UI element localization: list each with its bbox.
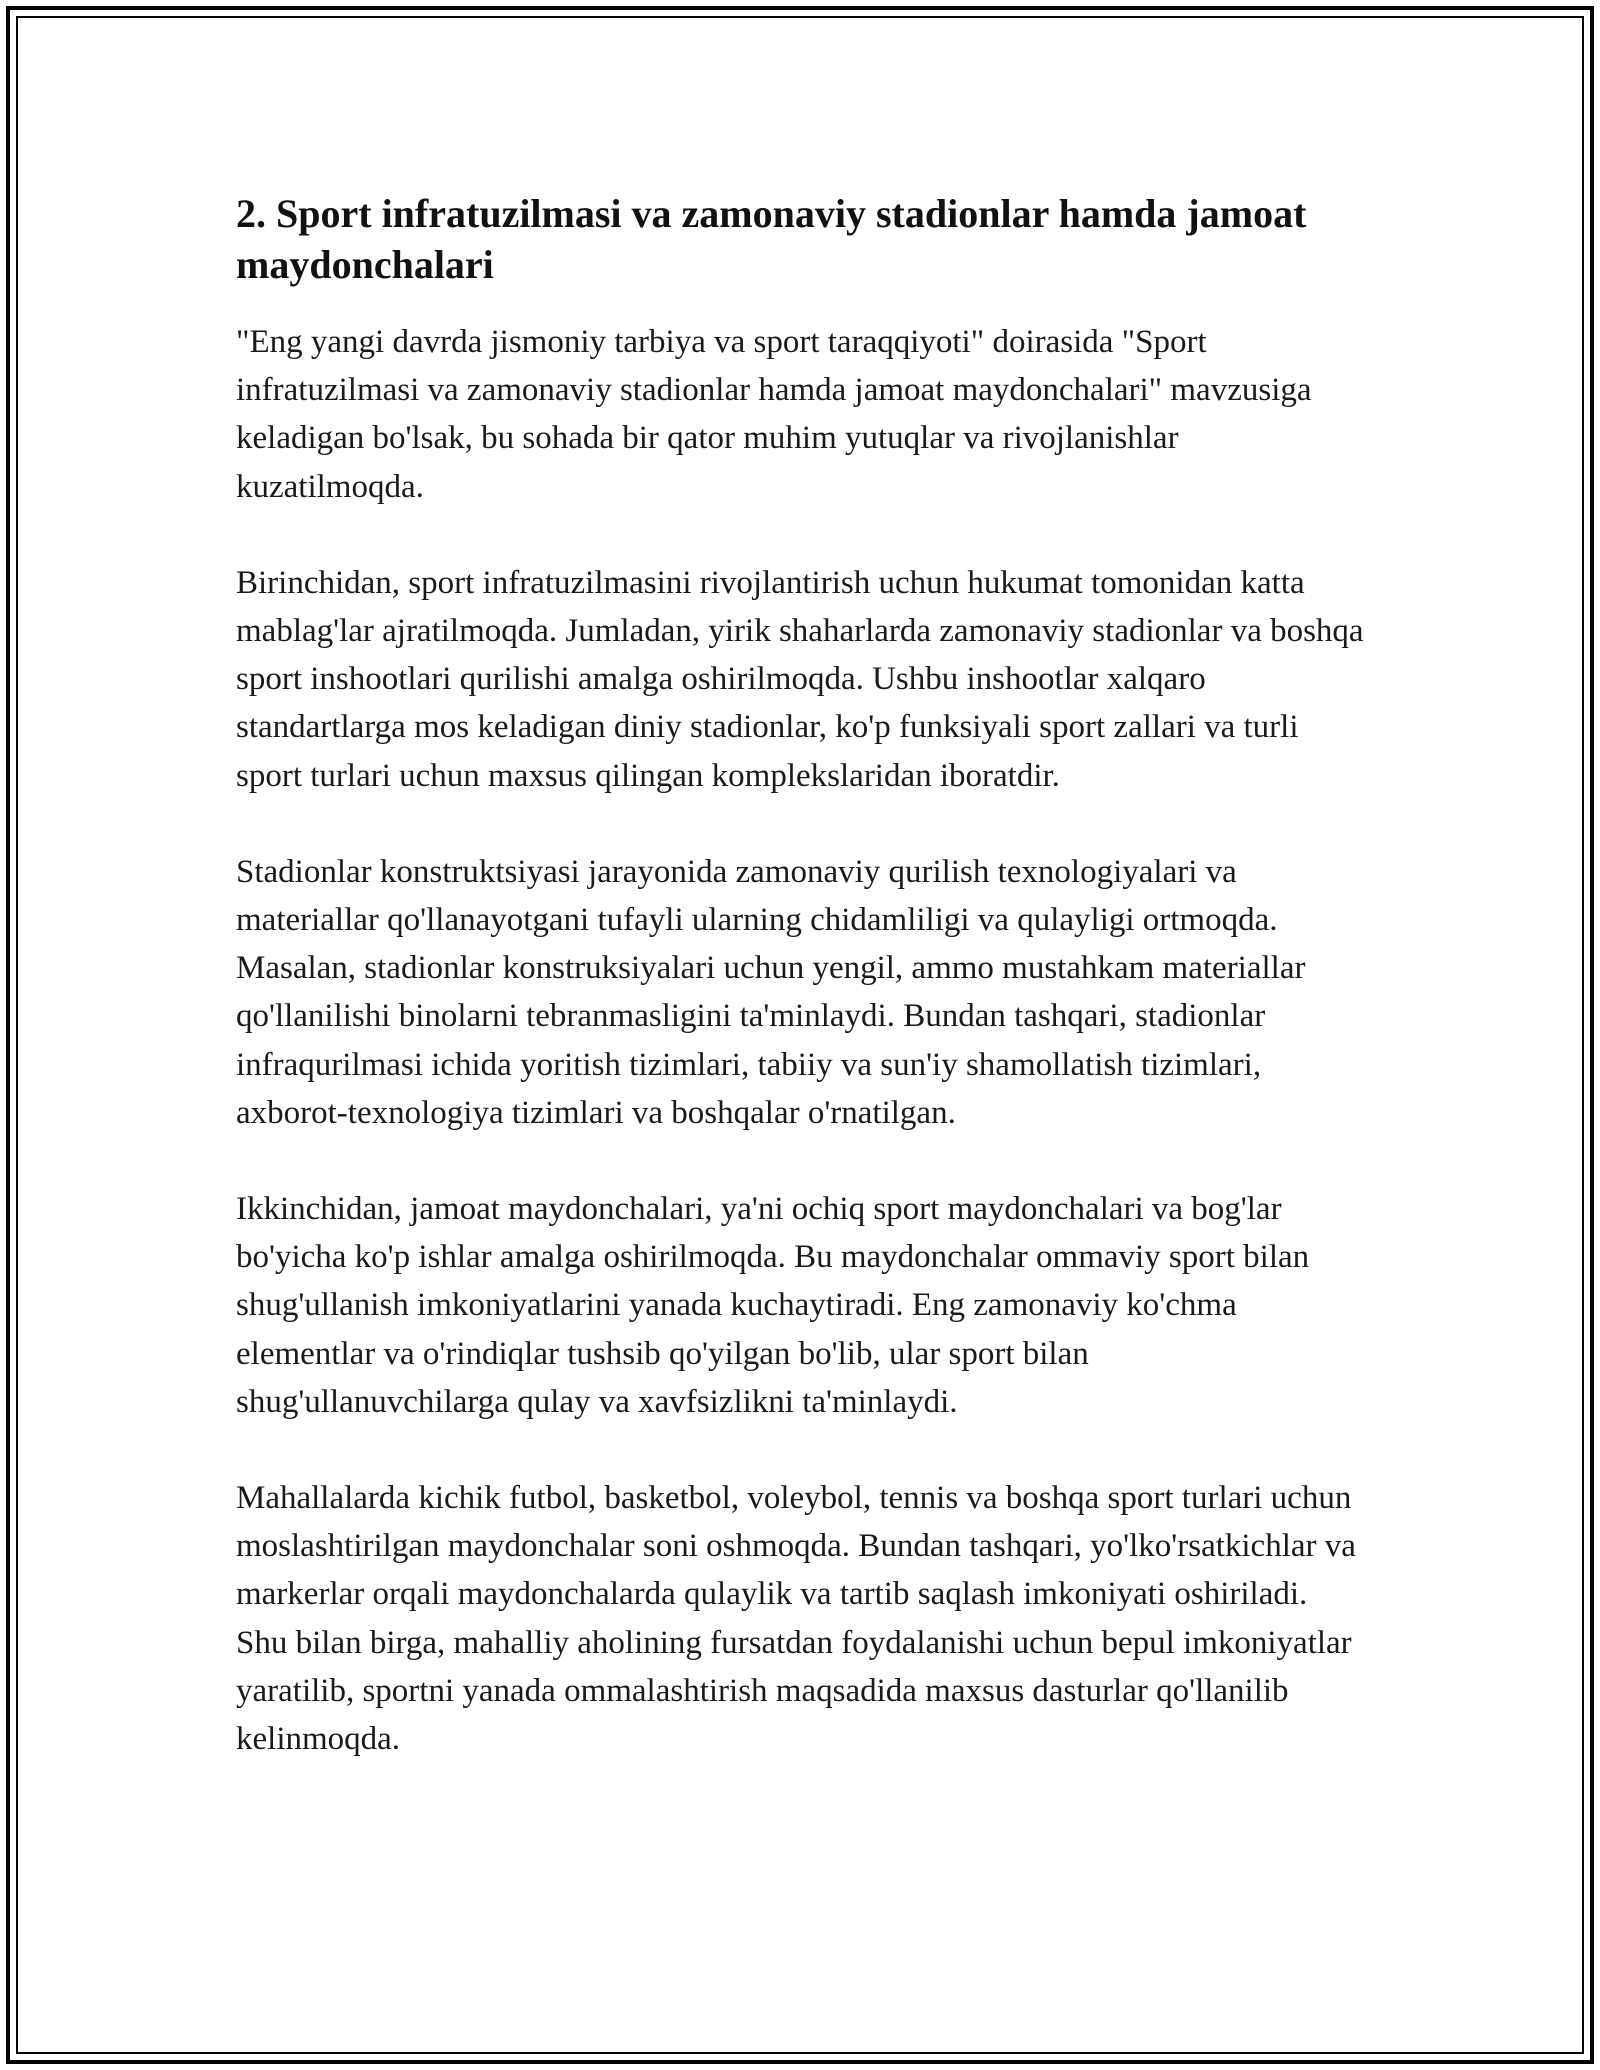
- paragraph-public-grounds: Ikkinchidan, jamoat maydonchalari, ya'ni ochiq sport maydonchalari va bog'lar bo'yicha ko'p ishlar amalga oshirilmoqda. Bu maydonchalar ommaviy sport bilan shug'ullanish imkoniyatlarini yanada kuchaytiradi. Eng zamonaviy ko'chma elementlar va o'rindiqlar tushsib qo'yilgan bo'lib, ular sport bilan shug'ullanuvchilarga qulay va xavfsizlikni ta'minlaydi.: [236, 1191, 1310, 1420]
- paragraph-infrastructure-funding: Birinchidan, sport infratuzilmasini rivojlantirish uchun hukumat tomonidan katta mablag'lar ajratilmoqda. Jumladan, yirik shaharlarda zamonaviy stadionlar va boshqa sport inshootlari qurilishi amalga oshirilmoqda. Ushbu inshootlar xalqaro standartlarga mos keladigan diniy stadionlar, ko'p funksiyali sport zallari va turli sport turlari uchun maxsus qilingan komplekslaridan iboratdir.: [236, 564, 1364, 794]
- paragraph-neighborhood-fields: Mahallalarda kichik futbol, basketbol, voleybol, tennis va boshqa sport turlari uchun moslashtirilgan maydonchalar soni oshmoqda. Bundan tashqari, yo'lko'rsatkichlar va markerlar orqali maydonchalarda qulaylik va tartib saqlash imkoniyati oshiriladi. Shu bilan birga, mahalliy aholining fursatdan foydalanishi uchun bepul imkoniyatlar yaratilib, sportni yanada ommalashtirish maqsadida maxsus dasturlar qo'llanilib kelinmoqda.: [236, 1480, 1356, 1758]
- paragraph-intro: "Eng yangi davrda jismoniy tarbiya va sport taraqqiyoti" doirasida "Sport infratuzilmasi va zamonaviy stadionlar hamda jamoat maydonchalari" mavzusiga keladigan bo'lsak, bu sohada bir qator muhim yutuqlar va rivojlanishlar kuzatilmoqda.: [236, 324, 1312, 505]
- document-body: [236, 188, 1364, 1811]
- section-heading: 2. Sport infratuzilmasi va zamonaviy stadionlar hamda jamoat maydonchalari: [236, 191, 1307, 287]
- paragraph-stadium-construction: Stadionlar konstruktsiyasi jarayonida zamonaviy qurilish texnologiyalari va materiallar qo'llanayotgani tufayli ularning chidamliligi va qulayligi ortmoqda. Masalan, stadionlar konstruksiyalari uchun yengil, ammo mustahkam materiallar qo'llanilishi binolarni tebranmasligini ta'minlaydi. Bundan tashqari, stadionlar infraqurilmasi ichida yoritish tizimlari, tabiiy va sun'iy shamollatish tizimlari, axborot-texnologiya tizimlari va boshqalar o'rnatilgan.: [236, 853, 1306, 1131]
